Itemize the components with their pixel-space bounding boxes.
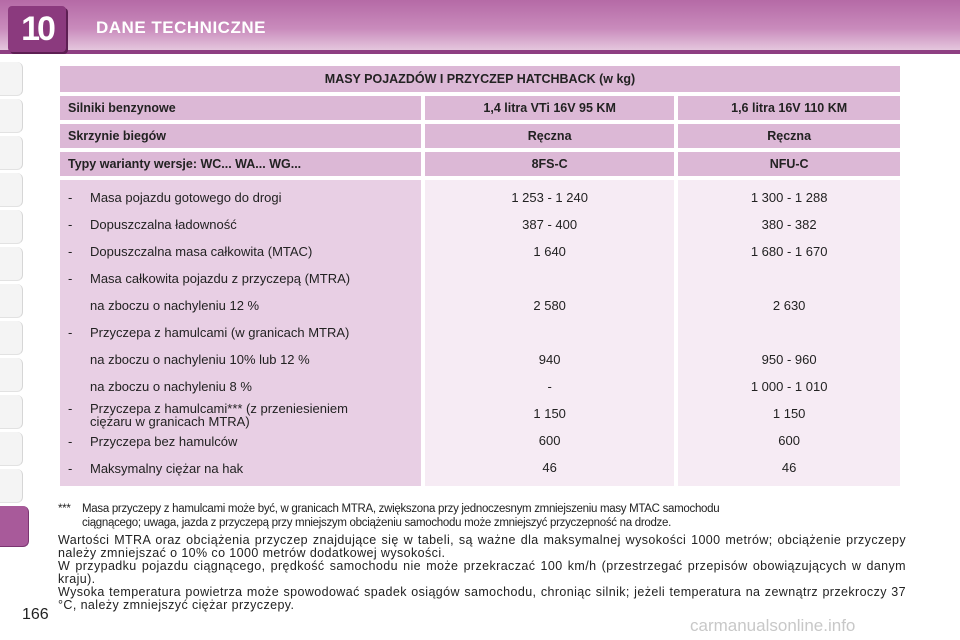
chapter-tab-2[interactable] (0, 99, 23, 133)
header-col2: 1,6 litra 16V 110 KM (678, 96, 900, 120)
header-col1: 1,4 litra VTi 16V 95 KM (425, 96, 674, 120)
values-column-2 (678, 180, 900, 486)
table-row-label: - Dopuszczalna ładowność (68, 217, 237, 232)
chapter-tab-12[interactable] (0, 469, 23, 503)
header-col2: NFU-C (678, 152, 900, 176)
table-cell: 1 000 - 1 010 (750, 379, 828, 394)
header-divider (0, 50, 960, 54)
table-cell (425, 319, 674, 346)
chapter-tab-active[interactable] (0, 506, 29, 547)
table-row-label: na zboczu o nachyleniu 8 % (90, 379, 252, 394)
table-cell: 1 640 (533, 244, 566, 259)
table-row-label: - Przyczepa z hamulcami (w granicach MTRA) (68, 325, 350, 340)
chapter-badge: 10 (8, 6, 66, 52)
labels-column (60, 180, 421, 486)
table-row-label: na zboczu o nachyleniu 10% lub 12 % (90, 352, 310, 367)
chapter-tab-6[interactable] (0, 247, 23, 281)
table-cell: 380 - 382 (761, 217, 817, 232)
table-cell: 1 300 - 1 288 (750, 190, 828, 205)
chapter-tab-4[interactable] (0, 173, 23, 207)
table-cell (425, 265, 674, 292)
paragraph: W przypadku pojazdu ciągnącego, prędkość samochodu nie może przekraczać 100 km/h (przestrzegać przepisów obowiązujących w danym kraju). (58, 559, 906, 586)
table-cell: 2 580 (533, 298, 566, 313)
page-number: 166 (22, 606, 49, 623)
table-cell: 1 150 (772, 406, 806, 421)
header-label: Silniki benzynowe (60, 96, 421, 120)
chapter-tab-3[interactable] (0, 136, 23, 170)
table-data-block (60, 180, 900, 486)
table-title: MASY POJAZDÓW I PRZYCZEP HATCHBACK (w kg) (60, 66, 900, 92)
paragraph: Wysoka temperatura powietrza może spowodować spadek osiągów samochodu, chroniąc silnik; jeżeli temperatura na zewnątrz przekroczy 37 °C, należy zmniejszyć ciężar przyczepy. (58, 585, 906, 612)
table-cell: - (547, 379, 552, 394)
header-label: Skrzynie biegów (60, 124, 421, 148)
header-col1: Ręczna (425, 124, 674, 148)
table-row-label: - Dopuszczalna masa całkowita (MTAC) (68, 244, 313, 259)
chapter-tab-7[interactable] (0, 284, 23, 318)
table-header-row (60, 152, 900, 176)
chapter-tab-9[interactable] (0, 358, 23, 392)
table-cell: 46 (542, 460, 557, 475)
table-row-label: na zboczu o nachyleniu 12 % (90, 298, 260, 313)
table-cell: 600 (538, 433, 561, 448)
values-column-1 (425, 180, 674, 486)
table-row-label: - Masa całkowita pojazdu z przyczepą (MTRA) (68, 271, 351, 286)
table-row-label: - Przyczepa bez hamulców (68, 434, 238, 449)
footnote-line-2: ciągnącego; uwaga, jazda z przyczepą przy mniejszym obciążeniu samochodu może zmniejszyć przyczepność na drodze. (82, 517, 671, 529)
table-cell: 940 (538, 352, 561, 367)
watermark: carmanualsonline.info (690, 616, 856, 635)
table-row-label: - Maksymalny ciężar na hak (68, 461, 244, 476)
table-cell (678, 265, 900, 292)
table-row-label: - Przyczepa z hamulcami*** (z przeniesieniem ciężaru w granicach MTRA) (68, 401, 348, 429)
paragraph: Wartości MTRA oraz obciążenia przyczep znajdujące się w tabeli, są ważne dla maksymalnej wysokości 1000 metrów; obciążenie przyczepy należy zmniejszać o 10% co 1000 metrów dodatkowej wysokości. (58, 533, 906, 560)
mass-table (56, 62, 904, 490)
table-header-row (60, 124, 900, 148)
table-cell: 387 - 400 (522, 217, 578, 232)
chapter-tabs (0, 62, 30, 550)
table-cell: 1 150 (533, 406, 566, 421)
table-cell: 46 (781, 460, 797, 475)
header-label: Typy warianty wersje: WC... WA... WG... (60, 152, 421, 176)
chapter-tab-8[interactable] (0, 321, 23, 355)
table-cell: 950 - 960 (761, 352, 817, 367)
table-cell: 2 630 (772, 298, 806, 313)
table-header-row (60, 96, 900, 120)
chapter-tab-11[interactable] (0, 432, 23, 466)
chapter-tab-5[interactable] (0, 210, 23, 244)
chapter-tab-1[interactable] (0, 62, 23, 96)
table-cell: 1 253 - 1 240 (511, 190, 588, 205)
table-cell: 600 (778, 433, 800, 448)
footnote-line-1: Masa przyczepy z hamulcami może być, w granicach MTRA, zwiększona przy jednoczesnym zmniejszeniu masy MTAC samochodu (82, 503, 720, 515)
table-row-label: - Masa pojazdu gotowego do drogi (68, 190, 282, 205)
footnote-marker: *** (58, 503, 71, 515)
header-col1: 8FS-C (425, 152, 674, 176)
chapter-tab-10[interactable] (0, 395, 23, 429)
page-title: DANE TECHNICZNE (96, 18, 266, 37)
table-cell (678, 319, 900, 346)
footnote (58, 502, 908, 530)
body-text (58, 534, 906, 612)
table-cell: 1 680 - 1 670 (750, 244, 828, 259)
header-col2: Ręczna (678, 124, 900, 148)
